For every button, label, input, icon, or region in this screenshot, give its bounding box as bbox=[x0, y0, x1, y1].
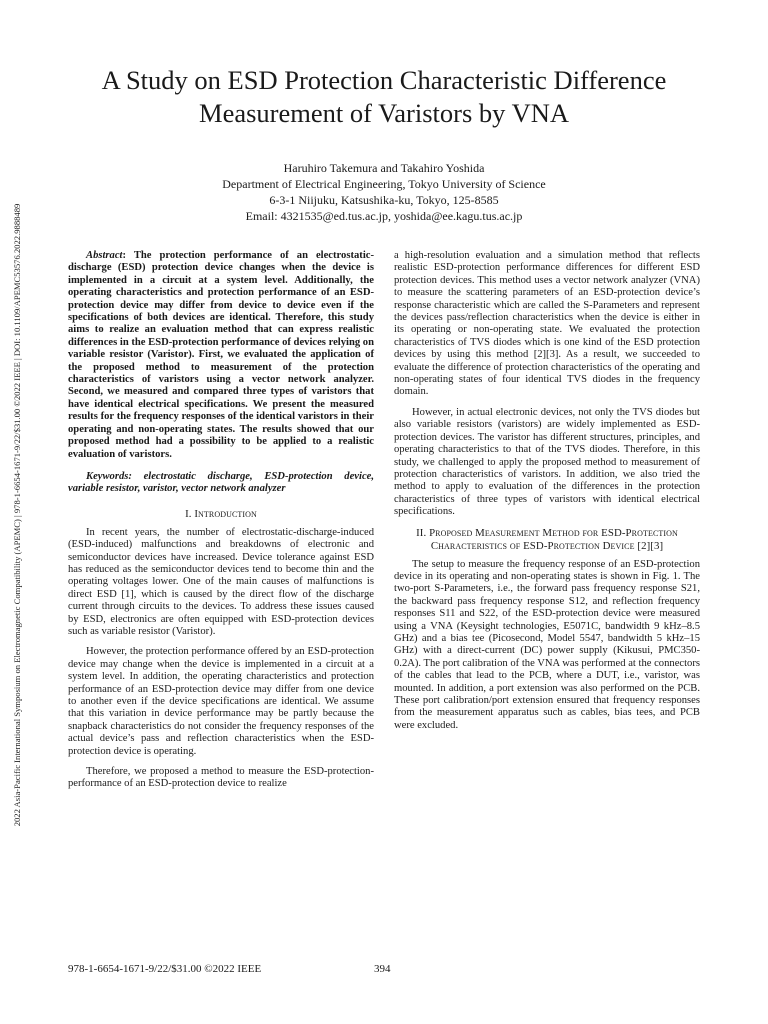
page-number: 394 bbox=[374, 963, 391, 975]
section-heading-method: II. Proposed Measurement Method for ESD-Protection Characteristics of ESD-Protection Device [2][3] bbox=[416, 526, 678, 552]
conference-doi-note: 2022 Asia-Pacific International Symposium on Electromagnetic Compatibility (APEMC) | 978-1-6654-1671-9/22/$31.00 ©2022 IEEE | DOI: 10.1109/APEMC53576.2022.9888489 bbox=[12, 203, 22, 827]
intro-paragraph: Therefore, we proposed a method to measure the ESD-protection-performance of an ESD-protection device to realize bbox=[68, 766, 374, 790]
method-paragraph: The setup to measure the frequency response of an ESD-protection device in its operating and non-operating states is shown in Fig. 1. The two-port S-Parameters, i.e., the forward pass frequency response S21, the backward pass frequency response S12, and reflection frequency responses S11 and S22, of the ESD-protection device were measured using a VNA (Keysight technologies, E5071C, bandwidth 9 kHz–8.5 GHz) and a bias tee (Picosecond, Model 5547, bandwidth 5 kHz–15 GHz) with a direct-current (DC) power supply (Kikusui, PMC350-0.2A). The port calibration of the VNA was performed at the connectors of the cables that lead to the PCB, where a DUT, i.e., varistor, was mounted. In addition, a port extension was also performed on the PCB. These port calibration/port extension ensured that frequency responses from the measurement apparatus such as cables, bias tees, and PCB were excluded. bbox=[394, 558, 700, 731]
intro-paragraph: However, the protection performance offered by an ESD-protection device may change when the device is implemented in a circuit at a system level. In addition, the operating characteristics and protection performance of an ESD-protection device may differ from one device to another even if the device specifications are identical. We assume that this variation in device performance may be partly because the snapback characteristics do not consider the frequency responses of the actual device’s pass and reflection characteristics when the ESD-protection device is operating. bbox=[68, 646, 374, 757]
abstract-label: Abstract bbox=[86, 250, 123, 261]
left-column bbox=[68, 250, 374, 799]
abstract bbox=[68, 250, 374, 461]
author-department: Department of Electrical Engineering, Tokyo University of Science bbox=[222, 177, 546, 191]
keywords bbox=[68, 471, 374, 496]
intro-paragraph: In recent years, the number of electrostatic-discharge-induced (ESD-induced) malfunctions and breakdowns of electronic and semiconductor devices have increased. Device tolerance against ESD has reduced as the semiconductor devices tend to become thin and the operating voltages lower. One of the main causes of malfunctions is direct ESD [1], which is caused by the direct flow of the discharge current through circuits to the devices. To address these issues caused by ESD, electronics are often equipped with ESD-protection devices such as variable resistor (Varistor). bbox=[68, 526, 374, 637]
body-paragraph: However, in actual electronic devices, not only the TVS diodes but also variable resistors (varistors) are widely implemented as ESD-protection devices. The varistor has different structures, principles, and operating characteristics to that of the TVS diodes. Therefore, in this study, we challenged to apply the proposed method to measurement of protection characteristics of varistors. In addition, we also tried the method to apply to evaluation of the differences in the protection characteristics of three types of varistors with identical electrical specifications. bbox=[394, 406, 700, 518]
right-column bbox=[394, 250, 700, 740]
author-email: Email: 4321535@ed.tus.ac.jp, yoshida@ee.kagu.tus.ac.jp bbox=[245, 209, 523, 223]
author-names: Haruhiro Takemura and Takahiro Yoshida bbox=[283, 161, 485, 175]
body-paragraph: a high-resolution evaluation and a simulation method that reflects realistic ESD-protection performance differences for different ESD protection devices. This method uses a vector network analyzer (VNA) to measure the scattering parameters of an ESD-protection device’s response characteristic which are called the S-Parameters and represent the devices pass/reflection characteristics when the device is either in its operating or non-operating state. We evaluated the protection characteristics of TVS diodes which is one kind of the ESD protection devices by using this method [2][3]. As a result, we succeeded to evaluate the difference of protection characteristics of the operating and non-operating states of four identical TVS diodes in the frequency domain. bbox=[394, 250, 700, 398]
author-address: 6-3-1 Niijuku, Katsushika-ku, Tokyo, 125-8585 bbox=[269, 193, 499, 207]
abstract-text: : The protection performance of an electrostatic-discharge (ESD) protection device changes when the device is implemented in a circuit at a system level. Additionally, the operating characteristics and protection performance of an ESD-protection device may differ from device to device even if the specifications of both devices are identical. Therefore, this study aims to realize an evaluation method that can express realistic differences in the ESD-protection performance of devices relying on variable resistor (Varistor). First, we evaluated the application of the proposed method to measurement of the protection characteristics of varistors using a vector network analyzer. Second, we measured and compared three types of varistors that have identical electrical specifications. We present the measured results for the frequency responses of the identical varistors in their operating and non-operating states. The results showed that our proposed method had a possibility to be applied to a realistic evaluation of varistors. bbox=[68, 250, 374, 460]
keywords-label: Keywords: bbox=[86, 470, 132, 482]
side-note bbox=[10, 130, 24, 900]
paper-title: A Study on ESD Protection Characteristic Difference Measurement of Varistors by VNA bbox=[101, 65, 667, 128]
section-heading-introduction: I. Introduction bbox=[185, 507, 257, 520]
footer-copyright: 978-1-6654-1671-9/22/$31.00 ©2022 IEEE bbox=[68, 963, 262, 975]
author-block bbox=[80, 160, 688, 224]
keywords-text: electrostatic discharge, ESD-protection device, variable resistor, varistor, vector network analyzer bbox=[68, 470, 374, 495]
